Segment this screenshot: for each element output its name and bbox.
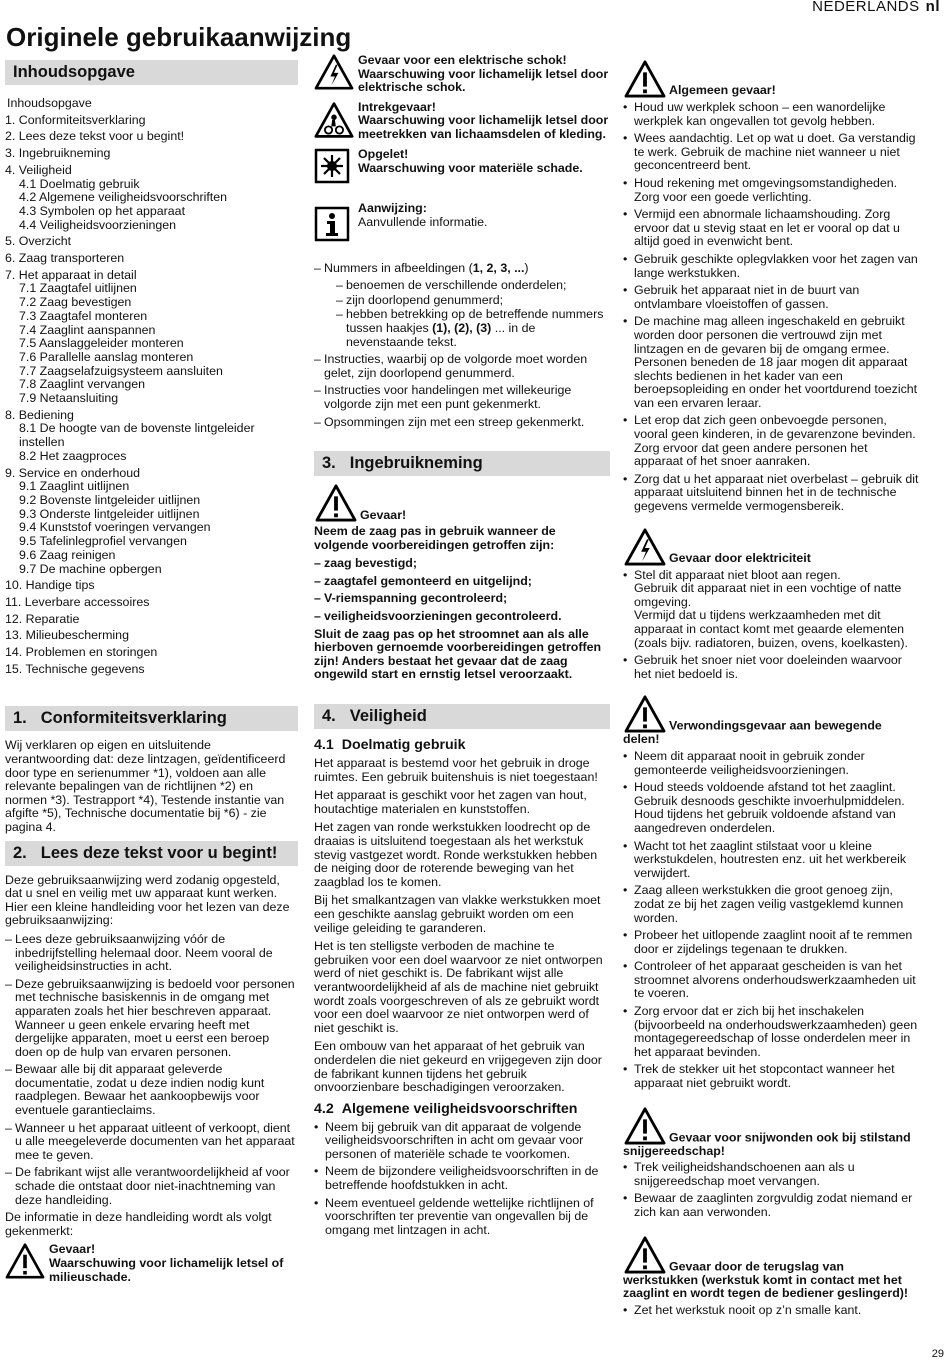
list-item: • Zaag alleen werkstukken die groot genoeg zijn, zodat ze bij het zagen veilig vastgeklemd kunnen worden. xyxy=(623,884,919,925)
toc-item: 9.3 Onderste lintgeleider uitlijnen xyxy=(19,506,200,521)
electric-shock-icon xyxy=(623,528,667,566)
list-item: • Let erop dat zich geen onbevoegde personen, vooral geen kinderen, in de gevarenzone bevinden. Zorg ervoor dat geen andere personen het apparaat of het snoer aanraken. xyxy=(623,414,919,468)
paragraph: Een ombouw van het apparaat of het gebruik van onderdelen die niet gekeurd en vrijgegeven zijn door de fabrikant kunnen tijdens het gebruik onvoorzienbare beschadigingen veroorzaken. xyxy=(314,1039,602,1095)
list-item: • Wees aandachtig. Let op wat u doet. Ga verstandig te werk. Gebruik de machine niet wanneer u niet geconcentreerd bent. xyxy=(623,132,919,173)
danger-legend-text: Waarschuwing voor lichamelijk letsel of milieuschade. xyxy=(49,1256,284,1284)
warning-title: Verwondingsgevaar aan bewegende delen! xyxy=(623,718,882,747)
material-damage-icon xyxy=(314,148,350,184)
toc-item: 5. Overzicht xyxy=(5,234,72,249)
electric-danger-heading xyxy=(623,528,919,566)
section-3-heading: 3. Ingebruikneming xyxy=(314,451,610,476)
warning-triangle-icon xyxy=(314,484,358,522)
list-item: • Stel dit apparaat niet bloot aan regen. Gebruik dit apparaat niet in een vochtige of natte omgeving. Vermijd dat u tijdens werkzaamheden met dit apparaat in contact komt met geaarde elementen (zoals bijv. radiatoren, buizen, ovens, koelkasten). xyxy=(623,569,919,651)
danger-legend-title: Gevaar! xyxy=(49,1242,96,1257)
list-item: • Neem dit apparaat nooit in gebruik zonder gemonteerde veiligheidsvoorzieningen. xyxy=(623,750,919,777)
symbol-text: Waarschuwing voor materiële schade. xyxy=(358,160,583,175)
warning-title: Gevaar door elektriciteit xyxy=(669,551,811,566)
toc-item: 3. Ingebruikneming xyxy=(5,146,111,161)
list-item: • Bewaar de zaaglinten zorgvuldig zodat niemand er zich kan aan verwonden. xyxy=(623,1192,919,1219)
toc-item: 15. Technische gegevens xyxy=(5,661,145,676)
toc-item: 7.5 Aanslaggeleider monteren xyxy=(19,336,184,351)
language-header xyxy=(812,0,940,14)
list-item: – zaag bevestigd; xyxy=(314,557,610,571)
toc-item: 7.9 Netaansluiting xyxy=(19,391,119,406)
conventions-numbers: – Nummers in afbeeldingen (1, 2, 3, ...) – benoemen de verschillende onderdelen; – zijn doorlopend genummerd; – hebben betrekking op de betreffende nummers tussen haakjes (1), (2), (3) ... in de nevenstaande tekst. xyxy=(314,262,610,350)
symbol-text: Waarschuwing voor lichamelijk letsel door meetrekken van lichaamsdelen of kleding. xyxy=(358,113,609,141)
paragraph: Het zagen van ronde werkstukken loodrecht op de draaias is uitsluitend toegestaan als het werkstuk stevig vastgezet wordt. Ronde werkstukken hebben de neiging door de roterende beweging van het zaagblad los te komen. xyxy=(314,820,598,889)
symbol-title: Aanwijzing: xyxy=(358,200,427,215)
list-item: • Gebruik het snoer niet voor doeleinden waarvoor het niet bedoeld is. xyxy=(623,654,919,681)
list-item: – veiligheidsvoorzieningen gecontroleerd. xyxy=(314,610,610,624)
general-danger-list xyxy=(623,101,919,514)
warning-triangle-icon xyxy=(623,695,667,733)
list-item: – Deze gebruiksaanwijzing is bedoeld voor personen met technische basiskennis in de omgang met apparaten zoals het hier beschreven apparaat. Wanneer u geen enkele ervaring heeft met dergelijke apparaten, moet u eerst een beroep doen op de hulp van ervaren personen. xyxy=(5,978,298,1060)
symbol-title: Opgelet! xyxy=(358,147,409,162)
kickback-danger-list xyxy=(623,1304,919,1318)
list-item: • Zet het werkstuk nooit op z’n smalle kant. xyxy=(623,1304,919,1318)
list-item: – Lees deze gebruiksaanwijzing vóór de inbedrijfstelling helemaal door. Neem vooral de veiligheidsinstructies in acht. xyxy=(5,933,298,974)
warning-triangle-icon xyxy=(623,1107,667,1145)
section-4-heading: 4. Veiligheid xyxy=(314,704,610,729)
toc-item: 8.2 Het zaagproces xyxy=(19,448,127,463)
list-item: • Controleer of het apparaat gescheiden is van het stroomnet alvorens onderhoudswerkzaamheden uit te voeren. xyxy=(623,960,919,1001)
toc-item: 7.1 Zaagtafel uitlijnen xyxy=(19,281,137,296)
column-middle xyxy=(314,54,610,1241)
list-item: • Houd rekening met omgevingsomstandigheden. Zorg voor een goede verlichting. xyxy=(623,177,919,204)
toc-item: 7.2 Zaag bevestigen xyxy=(19,295,132,310)
list-item: • Neem eventueel geldende wettelijke richtlijnen of voorschriften ter preventie van ongevallen bij de omgang met lintzagen in acht. xyxy=(314,1197,610,1238)
list-item: – Instructies, waarbij op de volgorde moet worden gelet, zijn doorlopend genummerd. xyxy=(314,353,610,380)
symbol-entanglement xyxy=(314,101,610,143)
moving-danger-list xyxy=(623,750,919,1091)
list-item: – Opsommingen zijn met een streep gekenmerkt. xyxy=(314,416,610,430)
toc-item: 9.5 Tafelinlegprofiel vervangen xyxy=(19,534,187,549)
toc-item: 2. Lees deze tekst voor u begint! xyxy=(5,129,185,144)
section-2-intro: Deze gebruiksaanwijzing werd zodanig opgesteld, dat u snel en veilig met uw apparaat kunt werken. Hier een kleine handleiding voor het lezen van deze gebruiksaanwijzing: xyxy=(5,872,290,928)
list-item: – benoemen de verschillende onderdelen; xyxy=(336,279,610,293)
toc-item: 9.7 De machine opbergen xyxy=(19,561,162,576)
column-left xyxy=(5,54,298,1290)
danger-legend xyxy=(5,1243,298,1284)
toc-item: 9. Service en onderhoud xyxy=(5,465,141,480)
warning-title: Gevaar! xyxy=(360,507,407,522)
warning-triangle-icon xyxy=(623,60,667,98)
kickback-danger-heading xyxy=(623,1236,919,1301)
toc-item: 7.3 Zaagtafel monteren xyxy=(19,308,148,323)
toc-item: 7.8 Zaaglint vervangen xyxy=(19,377,146,392)
list-item: • Trek de stekker uit het stopcontact wanneer het apparaat niet gebruikt wordt. xyxy=(623,1063,919,1090)
info-icon xyxy=(314,206,350,242)
toc-item: 9.4 Kunststof voeringen vervangen xyxy=(19,520,211,535)
warning-title: Gevaar voor snijwonden ook bij stilstand snijgereedschap! xyxy=(623,1130,911,1158)
list-item: – Instructies voor handelingen met willekeurige volgorde zijn met een punt gekenmerkt. xyxy=(314,384,610,411)
warning-triangle-icon xyxy=(623,1236,667,1274)
section-1-text: Wij verklaren op eigen en uitsluitende verantwoording dat: deze lintzagen, geïdentificeerd door type en serienummer *1), voldoen aan alle relevante bepalingen van de richtlijnen *2) en normen *3). Testrapport *4), Testende instantie van afgifte *5), Technische documentatie bij *6) - zie pagina 4. xyxy=(5,738,286,834)
toc-item: Inhoudsopgave xyxy=(7,96,92,110)
toc-item: 7. Het apparaat in detail xyxy=(5,267,137,282)
toc-heading: Inhoudsopgave xyxy=(5,60,298,85)
toc-item: 4.3 Symbolen op het apparaat xyxy=(19,203,186,218)
general-danger-heading xyxy=(623,60,919,98)
list-item: • Zorg ervoor dat er zich bij het inschakelen (bijvoorbeeld na onderhoudswerkzaamheden) geen montagegereedschap of losse onderdelen meer in het apparaat bevinden. xyxy=(623,1005,919,1059)
list-item: – Bewaar alle bij dit apparaat geleverde documentatie, zodat u deze indien nodig kunt raadplegen. Bewaar het aankoopbewijs voor eventuele garantieclaims. xyxy=(5,1063,298,1117)
toc-item: 8.1 De hoogte van de bovenste lintgeleider instellen xyxy=(19,421,255,450)
toc-item: 13. Milieubescherming xyxy=(5,628,129,643)
cut-danger-list xyxy=(623,1161,919,1219)
list-item: • Probeer het uitlopende zaaglint nooit af te remmen door er zijdelings tegenaan te drukken. xyxy=(623,929,919,956)
table-of-contents xyxy=(5,97,298,676)
conventions-sublist xyxy=(324,279,610,349)
list-item: – Wanneer u het apparaat uitleent of verkoopt, dient u alle meegeleverde documenten van het apparaat mee te geven. xyxy=(5,1122,298,1163)
list-item: • Trek veiligheidshandschoenen aan als u snijgereedschap moet vervangen. xyxy=(623,1161,919,1188)
section-2-outro: De informatie in deze handleiding wordt als volgt gekenmerkt: xyxy=(5,1210,272,1238)
list-item: • Neem de bijzondere veiligheidsvoorschriften in de betreffende hoofdstukken in acht. xyxy=(314,1165,610,1192)
section-3-outro: Sluit de zaag pas op het stroomnet aan als alle hierboven gernoemde voorbereidingen getroffen zijn! Anders bestaat het gevaar dat de zaag ongewild start en ernstig letsel veroorzaakt. xyxy=(314,626,602,682)
paragraph: Het apparaat is geschikt voor het zagen van hout, houtachtige materialen en kunststoffen. xyxy=(314,788,587,816)
section-3-list xyxy=(314,557,610,623)
page-title: Originele gebruikaanwijzing xyxy=(6,22,352,52)
list-item: • Neem bij gebruik van dit apparaat de volgende veiligheidsvoorschriften in acht om gevaar voor personen of materiële schade te voorkomen. xyxy=(314,1121,610,1162)
entanglement-icon xyxy=(314,101,354,139)
toc-item: 4.4 Veiligheidsvoorzieningen xyxy=(19,217,177,232)
electric-shock-icon xyxy=(314,54,354,90)
language-code: nl xyxy=(925,0,940,15)
section-4-2-heading: 4.2 Algemene veiligheidsvoorschriften xyxy=(314,1100,578,1117)
warning-triangle-icon xyxy=(5,1243,45,1279)
section-1-heading: 1. Conformiteitsverklaring xyxy=(5,706,298,731)
list-item: – zijn doorlopend genummerd; xyxy=(336,294,610,308)
list-item: – hebben betrekking op de betreffende nummers tussen haakjes (1), (2), (3) ... in de nevenstaande tekst. xyxy=(336,308,610,349)
paragraph: Bij het smalkantzagen van vlakke werkstukken moet een geschikte aanslag gebruikt worden om een veilige geleiding te garanderen. xyxy=(314,893,601,935)
electric-danger-list xyxy=(623,569,919,682)
conventions-list xyxy=(314,262,610,430)
list-item: – De fabrikant wijst alle verantwoordelijkheid af voor schade die ontstaat door niet-inachtneming van deze handleiding. xyxy=(5,1166,298,1207)
symbol-title: Gevaar voor een elektrische schok! xyxy=(358,53,567,67)
section-2-heading: 2. Lees deze tekst voor u begint! xyxy=(5,841,298,866)
section-3-warning xyxy=(314,484,610,522)
section-4-1-body xyxy=(314,757,610,1095)
section-2-list xyxy=(5,933,298,1207)
toc-item: 8. Bediening xyxy=(5,407,74,422)
toc-item: 6. Zaag transporteren xyxy=(5,251,125,266)
toc-item: 11. Leverbare accessoires xyxy=(5,594,150,609)
column-right xyxy=(623,60,919,1321)
symbol-text: Waarschuwing voor lichamelijk letsel door elektrische schok. xyxy=(358,66,609,95)
symbol-info xyxy=(314,202,610,246)
list-item: • De machine mag alleen ingeschakeld en gebruikt worden door personen die vertrouwd zijn met lintzagen en de gevaren bij de omgang ermee. Personen beneden de 18 jaar mogen dit apparaat slechts bedienen in het kader van een beroepsopleiding en onder het voortdurend toezicht van een ervaren leraar. xyxy=(623,315,919,410)
toc-item: 9.6 Zaag reinigen xyxy=(19,547,116,562)
list-item: – V-riemspanning gecontroleerd; xyxy=(314,592,610,606)
toc-item: 9.2 Bovenste lintgeleider uitlijnen xyxy=(19,492,201,507)
symbol-text: Aanvullende informatie. xyxy=(358,214,488,229)
toc-item: 7.6 Parallelle aanslag monteren xyxy=(19,349,194,364)
toc-item: 9.1 Zaaglint uitlijnen xyxy=(19,479,130,494)
section-4-2-list xyxy=(314,1121,610,1238)
toc-item: 4.2 Algemene veiligheidsvoorschriften xyxy=(19,190,228,205)
warning-title: Gevaar door de terugslag van werkstukken (werkstuk komt in contact met het zaaglint en wordt tegen de bediener geslingerd)! xyxy=(623,1259,909,1301)
list-item: • Wacht tot het zaaglint stilstaat voor u kleine werkstukdelen, houtresten enz. uit het werkbereik verwijdert. xyxy=(623,840,919,881)
list-item: – zaagtafel gemonteerd en uitgelijnd; xyxy=(314,575,610,589)
toc-item: 10. Handige tips xyxy=(5,578,95,593)
symbol-electric xyxy=(314,54,610,95)
section-4-1-heading: 4.1 Doelmatig gebruik xyxy=(314,737,466,754)
warning-title: Algemeen gevaar! xyxy=(669,83,776,98)
toc-item: 7.7 Zaagselafzuigsysteem aansluiten xyxy=(19,363,223,378)
toc-item: 4.1 Doelmatig gebruik xyxy=(19,176,140,191)
list-item: • Vermijd een abnormale lichaamshouding. Zorg ervoor dat u stevig staat en let er vooral op dat u altijd goed in evenwicht bent. xyxy=(623,208,919,249)
list-item: • Houd uw werkplek schoon – een wanordelijke werkplek kan ongevallen tot gevolg hebben. xyxy=(623,101,919,128)
paragraph: Het is ten stelligste verboden de machine te gebruiken voor een doel waarvoor ze niet ontworpen werd of niet geschikt is. De fabrikant wijst alle verantwoordelijkheid af als de machine niet gebruikt wordt zoals voorgeschreven of als ze gebruikt wordt voor een doel waarvoor ze niet ontworpen werd of niet geschikt is. xyxy=(314,939,603,1035)
page-number: 29 xyxy=(931,1348,944,1360)
toc-item: 14. Problemen en storingen xyxy=(5,645,158,660)
moving-danger-heading xyxy=(623,695,919,747)
paragraph: Het apparaat is bestemd voor het gebruik in droge ruimtes. Een gebruik buitenshuis is niet toegestaan! xyxy=(314,756,598,784)
cut-danger-heading xyxy=(623,1107,919,1159)
list-item: • Gebruik het apparaat niet in de buurt van ontvlambare vloeistoffen of gassen. xyxy=(623,284,919,311)
list-item: • Houd steeds voldoende afstand tot het zaaglint. Gebruik desnoods geschikte invoerhulpmiddelen. Houd tijdens het gebruik voldoende afstand van aangedreven onderdelen. xyxy=(623,781,919,835)
list-item: • Zorg dat u het apparaat niet overbelast – gebruik dit apparaat uitsluitend binnen het in de technische gegevens vermelde vermogensbereik. xyxy=(623,473,919,514)
symbol-title: Intrekgevaar! xyxy=(358,99,436,114)
symbol-material xyxy=(314,148,610,188)
toc-item: 7.4 Zaaglint aanspannen xyxy=(19,322,156,337)
toc-item: 4. Veiligheid xyxy=(5,162,72,177)
section-3-intro: Neem de zaag pas in gebruik wanneer de volgende voorbereidingen getroffen zijn: xyxy=(314,524,556,552)
toc-item: 12. Reparatie xyxy=(5,611,80,626)
toc-item: 1. Conformiteitsverklaring xyxy=(5,112,146,127)
language-label: NEDERLANDS xyxy=(812,0,920,15)
list-item: • Gebruik geschikte oplegvlakken voor het zagen van lange werkstukken. xyxy=(623,253,919,280)
